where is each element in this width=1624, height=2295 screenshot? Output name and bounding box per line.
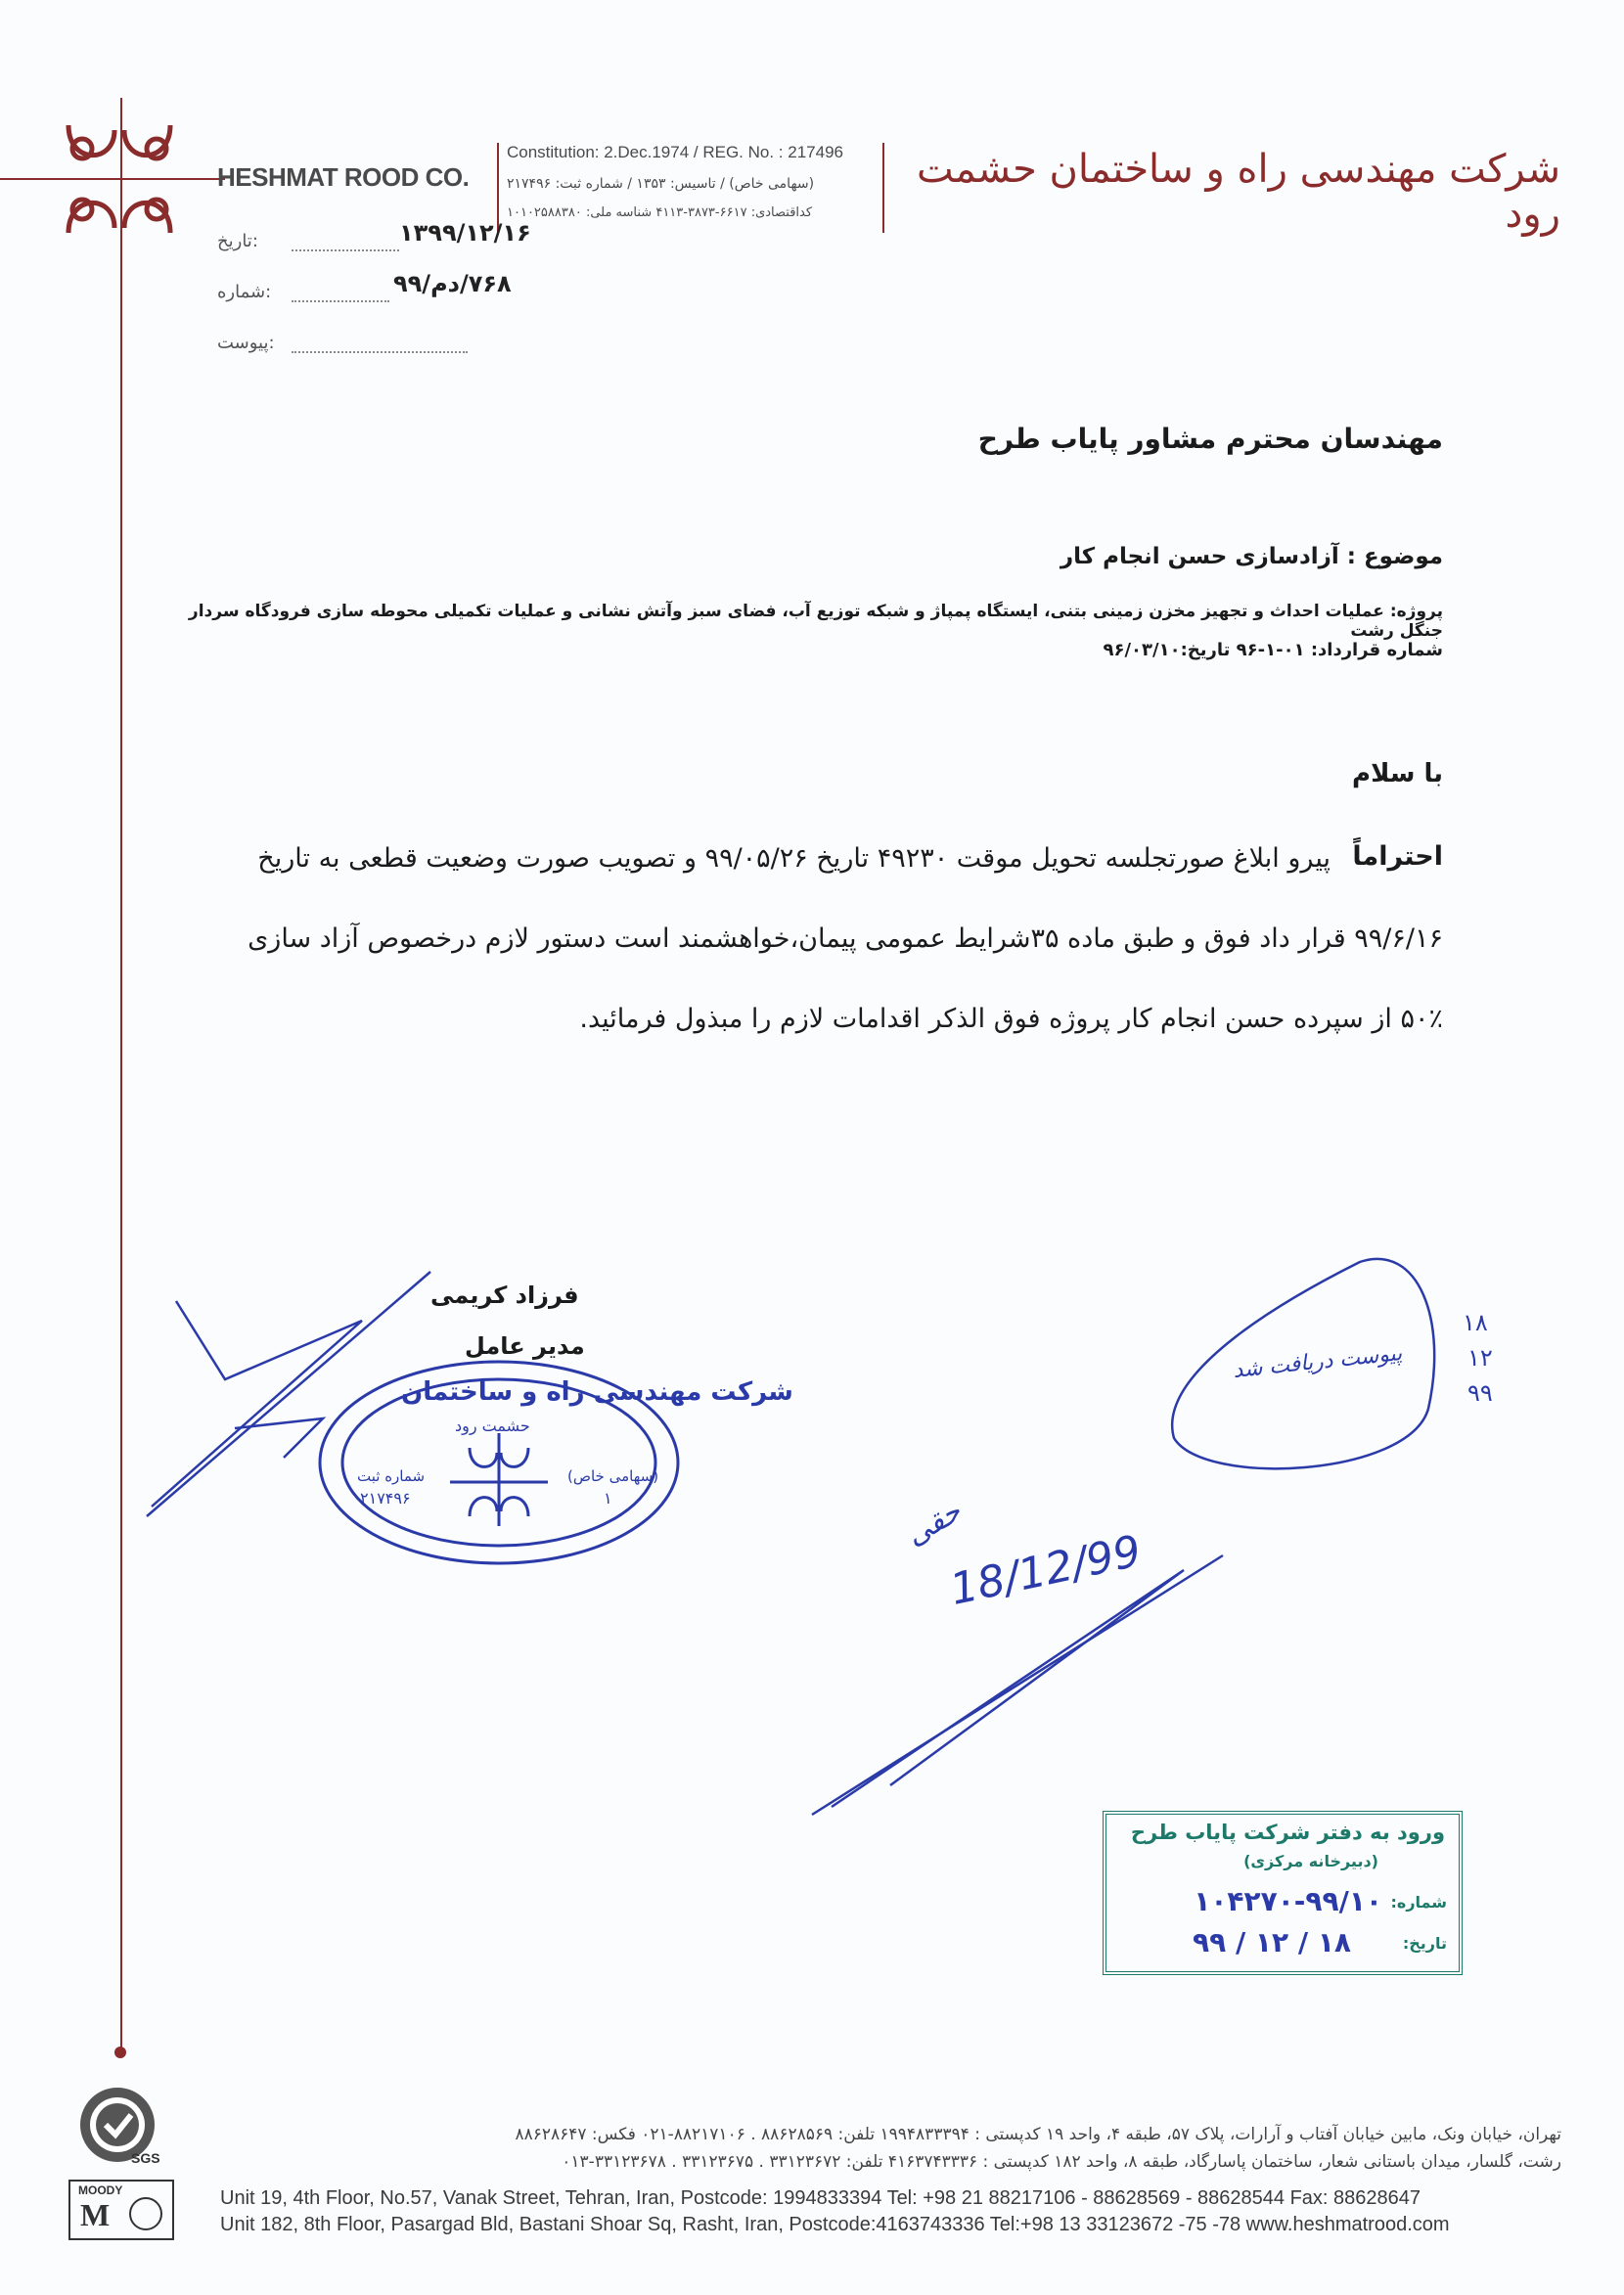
referral-stroke-icon: [802, 1551, 1233, 1824]
receipt-stamp: [1103, 1811, 1463, 1975]
receipt-title: ورود به دفتر شرکت پایاب طرح: [1130, 1821, 1445, 1844]
constitution-reg-line: Constitution: 2.Dec.1974 / REG. No. : 217496: [507, 143, 843, 161]
stamp-reg-label: شماره ثبت: [357, 1467, 426, 1485]
signer-name: فرزاد کریمی: [430, 1282, 579, 1309]
handwritten-initials: حقی: [900, 1494, 968, 1553]
footer-address-rasht-en: Unit 182, 8th Floor, Pasargad Bld, Bastani Shoar Sq, Rasht, Iran, Postcode:4163743336 Tel:+98 13 33123672 -75 -78 www.heshmatrood.com: [220, 2214, 1450, 2235]
attachment-dots: [292, 351, 468, 353]
receipt-subtitle: (دبیرخانه مرکزی): [1243, 1852, 1378, 1870]
addressee: مهندسان محترم مشاور پایاب طرح: [977, 423, 1443, 455]
handwritten-note: پیوست دریافت شد: [1232, 1341, 1404, 1383]
stamp-type-label: (سهامی خاص): [567, 1467, 659, 1485]
date-dots: [292, 249, 399, 251]
signer-title: مدیر عامل: [465, 1332, 585, 1360]
respect-text: احتراماً: [1352, 841, 1443, 872]
company-latin-name: HESHMAT ROOD CO.: [217, 162, 470, 192]
number-value: ۷۶۸/دم/۹۹: [393, 270, 512, 297]
handwritten-month: ۱۲: [1467, 1344, 1493, 1372]
footer-address-rasht-fa: رشت، گلسار، میدان باستانی شعار، ساختمان پاسارگاد، طبقه ۸، واحد ۱۸۲ کدپستی : ۴۱۶۳۷۴۳۳۳۶ تلفن: ۳۳۱۲۳۶۷۲ . ۳۳۱۲۳۶۷۵ . ۳۳۱۲۳۶۷۸-۰۱۳: [562, 2152, 1561, 2172]
header-divider: [882, 143, 884, 233]
greeting: با سلام: [1352, 759, 1443, 788]
stamp-ring-text: شرکت مهندسی راه و ساختمان: [401, 1377, 793, 1407]
margin-rule-vertical: [120, 98, 122, 2054]
handwritten-day: ۱۸: [1463, 1309, 1488, 1336]
stamp-inner-name: حشمت رود: [455, 1417, 530, 1435]
handwritten-date: 18/12/99: [945, 1526, 1146, 1615]
contract-line: شماره قرارداد: ۰۱-۱-۹۶ تاریخ:۹۶/۰۳/۱۰: [1103, 640, 1443, 660]
footer-address-tehran-fa: تهران، خیابان ونک، مابین خیابان آفتاب و آرارات، پلاک ۵۷، طبقه ۴، واحد ۱۹ کدپستی : ۱۹۹۴۸۳۳۳۹۴ تلفن: ۸۸۶۲۸۵۶۹ . ۸۸۲۱۷۱۰۶-۰۲۱ فکس: ۸۸۶۲۸۶۴۷: [515, 2125, 1561, 2144]
company-persian-name: شرکت مهندسی راه و ساختمان حشمت رود: [917, 147, 1560, 237]
number-label: :شماره: [217, 282, 272, 302]
stamp-reg-value: ۲۱۷۴۹۶: [360, 1489, 411, 1508]
receipt-number-value: ۱۰۴۲۷۰-۹۹/۱۰: [1194, 1885, 1382, 1917]
company-logo-icon: [61, 115, 178, 243]
date-label: :تاریخ: [217, 231, 258, 251]
moody-certification-icon: MOODY M: [68, 2180, 174, 2240]
subject-line: موضوع : آزادسازی حسن انجام کار: [1060, 544, 1443, 569]
moody-label: MOODY: [78, 2183, 123, 2197]
project-line: پروژه: عملیات احداث و تجهیز مخزن زمینی بتنی، ایستگاه پمپاژ و شبکه توزیع آب، فضای سبز وآتش نشانی و عملیات تکمیلی محوطه سازی فرودگاه سردار جنگل رشت: [188, 602, 1443, 641]
number-dots: [292, 300, 389, 302]
date-value: ۱۳۹۹/۱۲/۱۶: [399, 219, 531, 247]
footer-address-tehran-en: Unit 19, 4th Floor, No.57, Vanak Street, Tehran, Iran, Postcode: 1994833394 Tel: +98 21 88217106 - 88628569 - 88628544 Fax: 88628647: [220, 2187, 1421, 2209]
body-line-1: پیرو ابلاغ صورتجلسه تحویل موقت ۴۹۲۳۰ تاریخ ۹۹/۰۵/۲۶ و تصویب صورت وضعیت قطعی به تاریخ: [257, 843, 1331, 874]
body-line-2: ۹۹/۶/۱۶ قرار داد فوق و طبق ماده ۳۵شرایط عمومی پیمان،خواهشمند است دستور لازم درخصوص آزاد سازی: [248, 923, 1443, 954]
receipt-number-label: شماره:: [1390, 1893, 1447, 1912]
body-line-3: ۵۰٪ از سپرده حسن انجام کار پروژه فوق الذکر اقدامات لازم را مبذول فرمائید.: [579, 1004, 1443, 1034]
registration-line: (سهامی خاص) / تاسیس: ۱۳۵۳ / شماره ثبت: ۲۱۷۴۹۶: [507, 176, 815, 192]
handwritten-year: ۹۹: [1467, 1379, 1493, 1407]
margin-rule-dot: [114, 2047, 126, 2058]
receipt-date-label: تاریخ:: [1402, 1934, 1447, 1953]
stamp-type-value: ۱: [604, 1489, 612, 1508]
economic-code-line: کداقتصادی: ۶۶۱۷-۳۸۷۳-۴۱۱۳ شناسه ملی: ۱۰۱۰۲۵۸۸۳۸۰: [507, 205, 813, 220]
sgs-label: SGS: [131, 2150, 160, 2166]
receipt-date-value: ۹۹ / ۱۲ / ۱۸: [1193, 1926, 1351, 1958]
respect-word: [1335, 841, 1443, 873]
attachment-label: :پیوست: [217, 333, 275, 353]
